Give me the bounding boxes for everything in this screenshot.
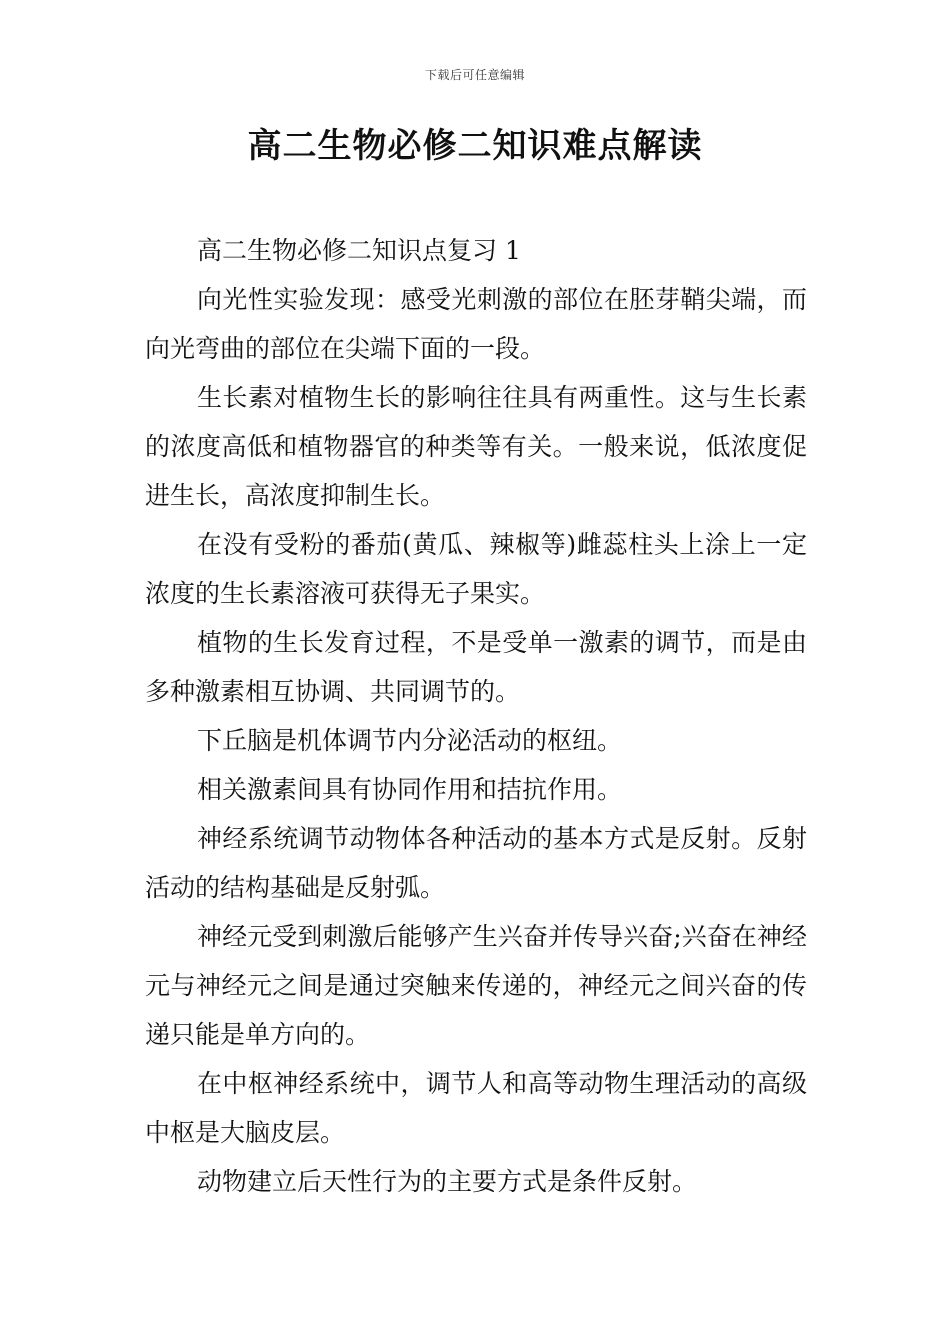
- paragraph: 动物建立后天性行为的主要方式是条件反射。: [197, 1167, 698, 1196]
- paragraph: 向光性实验发现：感受光刺激的部位在胚芽鞘尖端，而向光弯曲的部位在尖端下面的一段。: [145, 285, 807, 363]
- document-title: 高二生物必修二知识难点解读: [247, 126, 703, 166]
- paragraph: 植物的生长发育过程，不是受单一激素的调节，而是由多种激素相互协调、共同调节的。: [145, 628, 807, 706]
- paragraph: 下丘脑是机体调节内分泌活动的枢纽。: [197, 726, 623, 755]
- paragraph: 相关激素间具有协同作用和拮抗作用。: [197, 775, 623, 804]
- paragraph: 神经系统调节动物体各种活动的基本方式是反射。反射活动的结构基础是反射弧。: [145, 824, 807, 902]
- paragraph: 生长素对植物生长的影响往往具有两重性。这与生长素的浓度高低和植物器官的种类等有关。一般来说，低浓度促进生长，高浓度抑制生长。: [145, 383, 807, 510]
- paragraph: 在没有受粉的番茄(黄瓜、辣椒等)雌蕊柱头上涂上一定浓度的生长素溶液可获得无子果实。: [145, 530, 807, 608]
- document-body: [145, 226, 807, 1206]
- header-note: 下载后可任意编辑: [424, 68, 525, 82]
- paragraph: 在中枢神经系统中，调节人和高等动物生理活动的高级中枢是大脑皮层。: [145, 1069, 807, 1147]
- paragraph: 神经元受到刺激后能够产生兴奋并传导兴奋;兴奋在神经元与神经元之间是通过突触来传递的，神经元之间兴奋的传递只能是单方向的。: [145, 922, 807, 1049]
- paragraph-section-heading: 高二生物必修二知识点复习 1: [197, 236, 521, 265]
